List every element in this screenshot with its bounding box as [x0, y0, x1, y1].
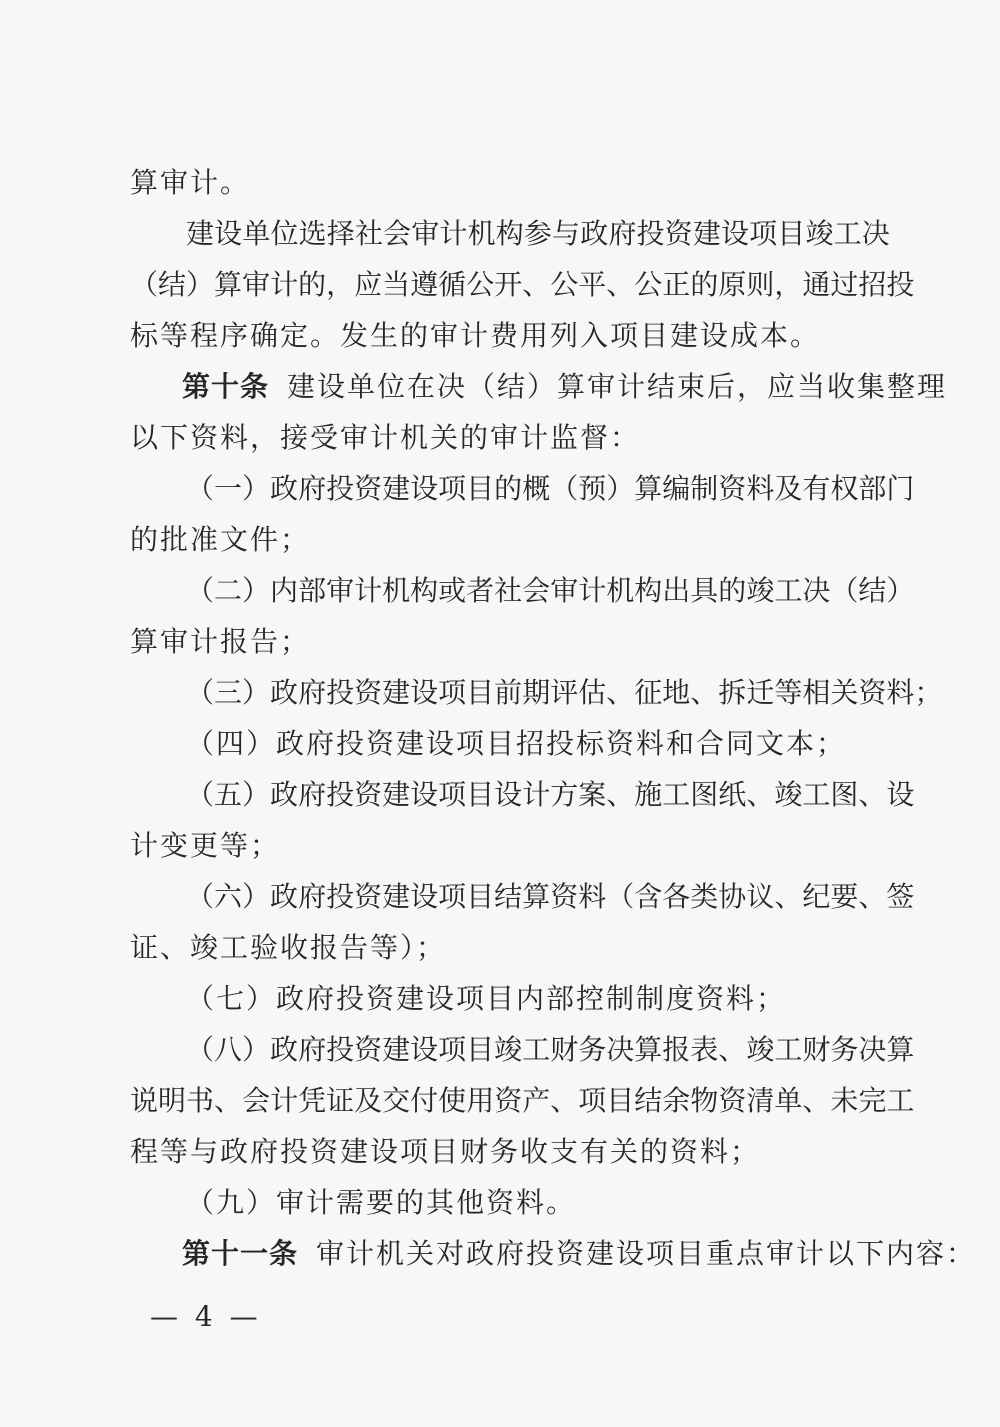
text-char: 设 — [886, 778, 915, 811]
text-char: 、 — [858, 880, 887, 913]
text-char: 各 — [662, 880, 691, 913]
text-char: 项 — [438, 1033, 467, 1066]
text-char: 算 — [634, 472, 663, 505]
text-char: 机 — [467, 217, 496, 250]
text-char: ） — [242, 880, 271, 913]
text-char: 设 — [410, 1033, 439, 1066]
text-char: 迁 — [746, 676, 775, 709]
text-char: 社 — [354, 217, 383, 250]
text-char: ； — [914, 676, 943, 709]
text-char: 目 — [466, 778, 495, 811]
text-char: 编 — [662, 472, 691, 505]
text-char: 投 — [886, 268, 915, 301]
text-char: 与 — [552, 217, 581, 250]
text-char: 一 — [214, 472, 243, 505]
text-char: 方 — [550, 778, 579, 811]
text-char: 社 — [494, 574, 523, 607]
text-char: （ — [186, 676, 215, 709]
text-char: 要 — [830, 880, 859, 913]
text-char: 图 — [830, 778, 859, 811]
text-char: 项 — [438, 778, 467, 811]
text-char: 及 — [354, 1084, 383, 1117]
text-char: 则 — [746, 268, 775, 301]
text-char: 、 — [606, 676, 635, 709]
text-char: 有 — [802, 472, 831, 505]
text-char: 目 — [466, 676, 495, 709]
text-char: 、 — [718, 1033, 747, 1066]
text-char: ， — [326, 268, 355, 301]
text-char: ） — [886, 574, 915, 607]
text-line: 算审计报告； — [130, 625, 311, 658]
text-char: 未 — [830, 1084, 859, 1117]
text-char: （ — [130, 268, 159, 301]
text-char: 目 — [606, 1084, 635, 1117]
text-char: 投 — [326, 472, 355, 505]
text-char: 拆 — [718, 676, 747, 709]
text-char: 公 — [634, 268, 663, 301]
text-char: 、 — [802, 1084, 831, 1117]
text-char: 构 — [495, 217, 524, 250]
text-line — [130, 1024, 915, 1075]
text-char: 施 — [634, 778, 663, 811]
text-char: （ — [830, 574, 859, 607]
text-char: 门 — [886, 472, 915, 505]
text-char: 估 — [578, 676, 607, 709]
text-char: 审 — [411, 217, 440, 250]
text-char: 建 — [382, 472, 411, 505]
text-char: 会 — [383, 217, 412, 250]
text-char: 府 — [298, 472, 327, 505]
text-char: 六 — [214, 880, 243, 913]
text-char: （ — [606, 880, 635, 913]
text-char: 政 — [270, 676, 299, 709]
text-char: 纸 — [718, 778, 747, 811]
text-char: 评 — [550, 676, 579, 709]
text-char: 关 — [830, 676, 859, 709]
text-char: 设 — [410, 778, 439, 811]
text-char: 图 — [690, 778, 719, 811]
text-char: 目 — [466, 472, 495, 505]
text-char: 设 — [410, 472, 439, 505]
text-char: 部 — [858, 472, 887, 505]
text-char: 权 — [830, 472, 859, 505]
text-char: ） — [186, 268, 215, 301]
text-fragment: 审计机关对政府投资建设项目重点审计以下内容： — [316, 1237, 977, 1270]
text-char: 明 — [158, 1084, 187, 1117]
text-char: 位 — [270, 217, 299, 250]
text-char: 余 — [662, 1084, 691, 1117]
text-char: 、 — [550, 1084, 579, 1117]
text-char: 表 — [690, 1033, 719, 1066]
text-char: 务 — [830, 1033, 859, 1066]
text-char: 建 — [382, 1033, 411, 1066]
text-char: 使 — [438, 1084, 467, 1117]
text-char: 单 — [242, 217, 271, 250]
text-char: 参 — [523, 217, 552, 250]
text-char: 含 — [634, 880, 663, 913]
text-char: 计 — [354, 574, 383, 607]
text-char: 、 — [858, 778, 887, 811]
text-char: 、 — [606, 778, 635, 811]
text-char: 投 — [326, 880, 355, 913]
text-char: 过 — [830, 268, 859, 301]
text-line — [130, 1075, 915, 1126]
text-line: 算审计。 — [130, 166, 251, 199]
text-char: 工 — [522, 1033, 551, 1066]
text-char: 建 — [382, 676, 411, 709]
article-10-heading: 第十条 — [182, 370, 270, 403]
text-char: 构 — [634, 574, 663, 607]
text-char: 建 — [692, 217, 721, 250]
text-char: 计 — [578, 574, 607, 607]
text-char: 前 — [494, 676, 523, 709]
text-char: 机 — [606, 574, 635, 607]
text-char: 付 — [410, 1084, 439, 1117]
text-char: 签 — [886, 880, 915, 913]
text-char: 计 — [270, 268, 299, 301]
text-char: 物 — [690, 1084, 719, 1117]
text-line — [130, 565, 915, 616]
text-char: 投 — [326, 778, 355, 811]
text-char: 资 — [354, 778, 383, 811]
text-char: 征 — [634, 676, 663, 709]
text-char: 机 — [382, 574, 411, 607]
text-line — [130, 208, 890, 259]
text-char: 设 — [410, 676, 439, 709]
text-line — [130, 463, 915, 514]
text-char: 构 — [410, 574, 439, 607]
text-char: ） — [242, 676, 271, 709]
text-char: 项 — [438, 880, 467, 913]
text-char: 单 — [774, 1084, 803, 1117]
text-char: （ — [550, 472, 579, 505]
text-char: 计 — [522, 778, 551, 811]
text-char: 算 — [886, 1033, 915, 1066]
text-char: 纪 — [802, 880, 831, 913]
text-char: 结 — [858, 574, 887, 607]
text-char: 资 — [718, 1084, 747, 1117]
text-char: （ — [186, 472, 215, 505]
text-char: 目 — [466, 880, 495, 913]
text-char: 工 — [886, 1084, 915, 1117]
text-char: 资 — [354, 472, 383, 505]
text-line: 程等与政府投资建设项目财务收支有关的资料； — [130, 1135, 761, 1168]
text-char: 的 — [298, 268, 327, 301]
text-char: 计 — [439, 217, 468, 250]
text-char: ） — [242, 574, 271, 607]
text-char: 原 — [718, 268, 747, 301]
text-line: 标等程序确定。发生的审计费用列入项目建设成本。 — [130, 319, 821, 352]
text-char: 期 — [522, 676, 551, 709]
text-char: ） — [242, 778, 271, 811]
text-char: 公 — [466, 268, 495, 301]
text-char: 、 — [774, 880, 803, 913]
text-char: 结 — [634, 1084, 663, 1117]
article-11-heading: 第十一条 — [182, 1237, 299, 1270]
text-line: 证、竣工验收报告等）； — [130, 931, 447, 964]
text-line: 的批准文件； — [130, 523, 311, 556]
text-char: （ — [186, 1033, 215, 1066]
text-char: 八 — [214, 1033, 243, 1066]
text-char: 投 — [636, 217, 665, 250]
text-char: 决 — [861, 217, 890, 250]
text-char: 项 — [578, 1084, 607, 1117]
text-char: 报 — [662, 1033, 691, 1066]
text-char: 资 — [718, 472, 747, 505]
text-char: 五 — [214, 778, 243, 811]
text-char: 投 — [326, 676, 355, 709]
text-char: 当 — [382, 268, 411, 301]
text-char: 书 — [186, 1084, 215, 1117]
text-char: 决 — [802, 574, 831, 607]
text-char: 应 — [354, 268, 383, 301]
text-char: 工 — [774, 1033, 803, 1066]
text-char: 结 — [494, 880, 523, 913]
text-line — [130, 871, 915, 922]
text-char: 择 — [326, 217, 355, 250]
text-char: 资 — [550, 880, 579, 913]
text-char: 平 — [578, 268, 607, 301]
text-char: 算 — [634, 1033, 663, 1066]
article-10-line — [130, 361, 948, 412]
text-char: 清 — [746, 1084, 775, 1117]
text-char: 政 — [270, 778, 299, 811]
text-line — [130, 259, 915, 310]
text-char: 遵 — [410, 268, 439, 301]
text-char: 者 — [466, 574, 495, 607]
text-char: 设 — [720, 217, 749, 250]
text-char: 工 — [802, 778, 831, 811]
text-char: 决 — [606, 1033, 635, 1066]
text-char: 用 — [466, 1084, 495, 1117]
text-char: 料 — [886, 676, 915, 709]
text-char: 结 — [158, 268, 187, 301]
text-line: （九）审计需要的其他资料。 — [186, 1186, 577, 1219]
text-line: 计变更等； — [130, 829, 281, 862]
text-char: 目 — [466, 1033, 495, 1066]
text-char: 府 — [298, 1033, 327, 1066]
text-char: 相 — [802, 676, 831, 709]
text-line: （七）政府投资建设项目内部控制制度资料； — [186, 982, 787, 1015]
text-char: 工 — [662, 778, 691, 811]
text-char: 设 — [410, 880, 439, 913]
text-char: （ — [186, 778, 215, 811]
text-char: 府 — [608, 217, 637, 250]
text-char: 地 — [662, 676, 691, 709]
text-char: （ — [186, 880, 215, 913]
text-char: 政 — [270, 472, 299, 505]
text-char: 资 — [494, 1084, 523, 1117]
text-char: 项 — [438, 676, 467, 709]
text-char: 建 — [186, 217, 215, 250]
text-char: 说 — [130, 1084, 159, 1117]
text-char: 政 — [270, 880, 299, 913]
text-char: 具 — [690, 574, 719, 607]
text-char: 等 — [774, 676, 803, 709]
text-char: 政 — [270, 1033, 299, 1066]
text-char: 设 — [214, 217, 243, 250]
text-char: 料 — [578, 880, 607, 913]
text-char: 算 — [214, 268, 243, 301]
text-char: 类 — [690, 880, 719, 913]
text-char: 交 — [382, 1084, 411, 1117]
text-char: 出 — [662, 574, 691, 607]
text-char: 的 — [718, 574, 747, 607]
text-char: 会 — [522, 574, 551, 607]
text-char: 凭 — [298, 1084, 327, 1117]
article-11-line — [130, 1228, 977, 1279]
text-char: 公 — [550, 268, 579, 301]
text-char: 府 — [298, 880, 327, 913]
text-char: 预 — [578, 472, 607, 505]
text-char: 务 — [578, 1033, 607, 1066]
text-char: 料 — [746, 472, 775, 505]
text-char: ） — [606, 472, 635, 505]
text-char: 建 — [382, 880, 411, 913]
text-char: ， — [774, 268, 803, 301]
text-char: 竣 — [746, 574, 775, 607]
text-char: 计 — [270, 1084, 299, 1117]
text-line — [130, 667, 943, 718]
text-char: 项 — [438, 472, 467, 505]
text-char: 部 — [298, 574, 327, 607]
text-char: 资 — [354, 1033, 383, 1066]
text-char: 二 — [214, 574, 243, 607]
text-char: 财 — [550, 1033, 579, 1066]
text-char: 投 — [326, 1033, 355, 1066]
text-char: （ — [186, 574, 215, 607]
text-char: 议 — [746, 880, 775, 913]
text-char: 案 — [578, 778, 607, 811]
text-char: 招 — [858, 268, 887, 301]
text-char: 、 — [690, 676, 719, 709]
text-char: 完 — [858, 1084, 887, 1117]
text-char: 财 — [802, 1033, 831, 1066]
text-char: 选 — [298, 217, 327, 250]
text-char: 、 — [214, 1084, 243, 1117]
text-char: 决 — [858, 1033, 887, 1066]
text-char: 工 — [833, 217, 862, 250]
text-char: 设 — [494, 778, 523, 811]
text-char: 审 — [326, 574, 355, 607]
text-char: ） — [242, 472, 271, 505]
text-char: 项 — [749, 217, 778, 250]
text-char: 正 — [662, 268, 691, 301]
text-fragment: 建设单位在决（结）算审计结束后，应当收集整理 — [287, 370, 948, 403]
text-char: 的 — [494, 472, 523, 505]
text-char: 的 — [690, 268, 719, 301]
text-char: 算 — [522, 880, 551, 913]
text-char: 证 — [326, 1084, 355, 1117]
text-char: 、 — [746, 778, 775, 811]
text-char: 概 — [522, 472, 551, 505]
text-char: 竣 — [746, 1033, 775, 1066]
text-char: 府 — [298, 676, 327, 709]
text-char: 竣 — [774, 778, 803, 811]
text-char: 资 — [858, 676, 887, 709]
text-char: 或 — [438, 574, 467, 607]
text-char: 三 — [214, 676, 243, 709]
text-char: 、 — [522, 268, 551, 301]
text-char: 循 — [438, 268, 467, 301]
text-line: （四）政府投资建设项目招投标资料和合同文本； — [186, 727, 847, 760]
text-char: 资 — [354, 880, 383, 913]
text-char: 产 — [522, 1084, 551, 1117]
text-char: 工 — [774, 574, 803, 607]
text-char: 资 — [664, 217, 693, 250]
document-body — [130, 157, 977, 1279]
text-char: 开 — [494, 268, 523, 301]
text-line — [130, 769, 915, 820]
text-char: ） — [242, 1033, 271, 1066]
text-char: 资 — [354, 676, 383, 709]
text-char: 政 — [580, 217, 609, 250]
text-char: 竣 — [805, 217, 834, 250]
text-char: 竣 — [494, 1033, 523, 1066]
text-char: 审 — [550, 574, 579, 607]
text-char: 通 — [802, 268, 831, 301]
text-char: 会 — [242, 1084, 271, 1117]
text-char: 府 — [298, 778, 327, 811]
text-char: 协 — [718, 880, 747, 913]
text-char: 及 — [774, 472, 803, 505]
text-char: 制 — [690, 472, 719, 505]
text-char: 内 — [270, 574, 299, 607]
text-line: 以下资料，接受审计机关的审计监督： — [130, 421, 641, 454]
text-char: 、 — [606, 268, 635, 301]
text-char: 建 — [382, 778, 411, 811]
text-char: 目 — [777, 217, 806, 250]
page-number: — 4 — — [150, 1300, 262, 1333]
text-char: 审 — [242, 268, 271, 301]
